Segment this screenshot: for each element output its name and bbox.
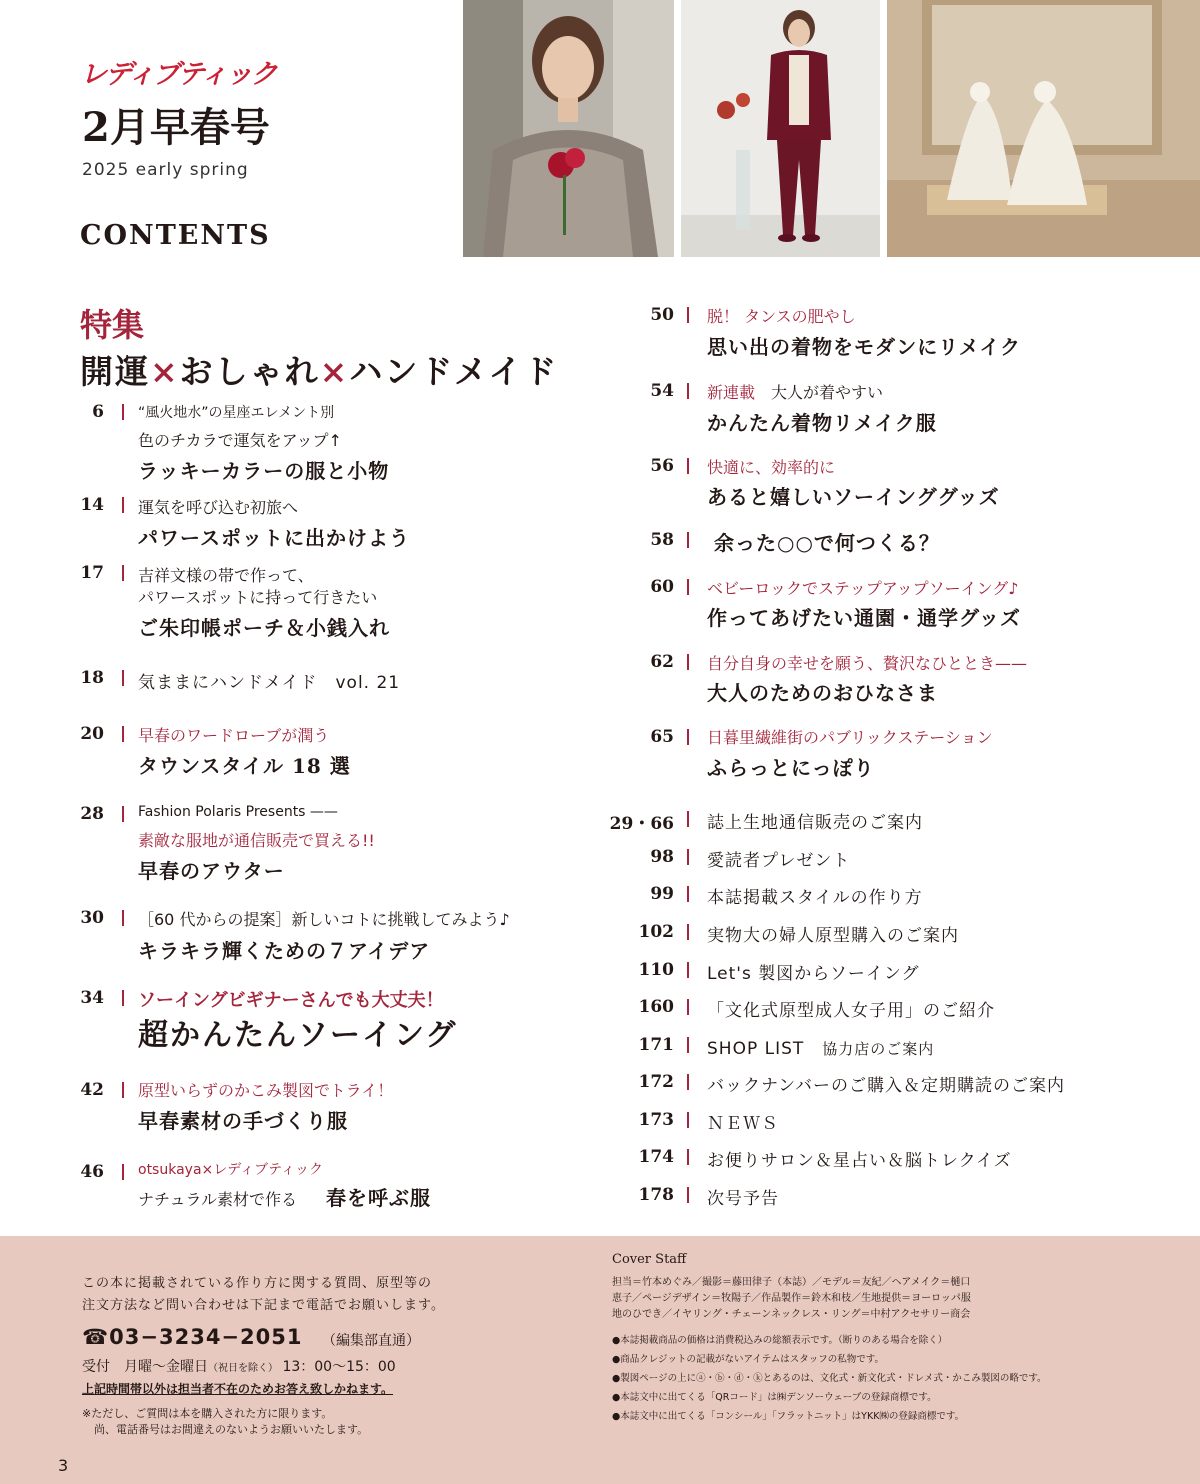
entry-title [707, 1034, 934, 1059]
page-number: 110 [638, 960, 674, 980]
entry-line: 自分自身の幸せを願う、贅沢なひととき—— [707, 654, 1028, 673]
divider-bar [687, 1074, 689, 1090]
entry-title: 作ってあげたい通園・通学グッズ [707, 606, 1021, 630]
contents-heading: CONTENTS [80, 220, 271, 251]
divider-bar [122, 404, 124, 420]
divider-bar [687, 962, 689, 978]
page-number: 56 [650, 456, 674, 476]
entry-title: パワースポットに出かけよう [138, 526, 410, 550]
page-number: 18 [80, 668, 104, 688]
page-number: 30 [80, 908, 104, 928]
entry-title: 次号予告 [707, 1189, 779, 1209]
divider-bar [122, 497, 124, 513]
page-number: 50 [650, 305, 674, 325]
divider-bar [122, 726, 124, 742]
divider-bar [687, 1149, 689, 1165]
entry-line: 原型いらずのかこみ製図でトライ！ [138, 1081, 394, 1100]
entry-title: 超かんたんソーイング [138, 1018, 458, 1053]
page-number: 20 [80, 724, 104, 744]
divider-bar [122, 1164, 124, 1180]
entry-line: パワースポットに持って行きたい [138, 588, 378, 607]
footer-panel [0, 1236, 1200, 1484]
divider-bar [687, 532, 689, 548]
divider-bar [687, 886, 689, 902]
note-bullet: ●商品クレジットの記載がないアイテムはスタッフの私物です。 [612, 1354, 884, 1365]
page-number: 172 [638, 1072, 674, 1092]
divider-bar [122, 1082, 124, 1098]
entry-line: 素敵な服地が通信販売で買える!! [138, 831, 375, 850]
divider-bar [687, 811, 689, 827]
hours-days: 月曜～金曜日 [124, 1359, 208, 1375]
note-bullet: ●本誌文中に出てくる「QRコード」は㈱デンソーウェーブの登録商標です。 [612, 1392, 937, 1403]
page-number: 171 [638, 1035, 674, 1055]
entry-line-text: 大人が着やすい [771, 383, 884, 402]
hours-label: 受付 [82, 1359, 110, 1375]
entry-line: 吉祥文様の帯で作って、 [138, 566, 314, 585]
entry-title: 思い出の着物をモダンにリメイク [707, 335, 1021, 359]
entry-line: “風火地水”の星座エレメント別 [138, 405, 335, 421]
entry-line: 脱！ タンスの肥やし [707, 307, 856, 326]
divider-bar [122, 910, 124, 926]
entry-title: 実物大の婦人原型購入のご案内 [707, 926, 959, 946]
divider-bar [687, 924, 689, 940]
cover-staff-title: Cover Staff [612, 1252, 687, 1267]
entry-title: ふらっとにっぽり [707, 756, 875, 780]
page-number: 99 [650, 884, 674, 904]
entry-line: 早春のワードローブが潤う [138, 726, 330, 745]
entry-line: 運気を呼び込む初旅へ [138, 498, 299, 517]
page-folio: 3 [58, 1456, 69, 1475]
page-number: 6 [92, 402, 104, 422]
phone-number: ☎03−3234−2051 [82, 1325, 303, 1349]
divider-bar [122, 806, 124, 822]
entry-title: タウンスタイル 18 選 [138, 754, 351, 778]
divider-bar [687, 383, 689, 399]
entry-title: 早春素材の手づくり服 [138, 1109, 348, 1133]
entry-line: ベビーロックでステップアップソーイング♪ [707, 579, 1019, 598]
cover-photo-hina-dolls [887, 0, 1200, 257]
cover-photo-woman-burgundy [681, 0, 880, 257]
entry-title: キラキラ輝くための７アイデア [138, 939, 431, 963]
hours-time: 13：00～15：00 [282, 1359, 396, 1375]
entry-title: 春を呼ぶ服 [326, 1186, 431, 1210]
note-bullet: ●製図ページの上にⓐ・ⓑ・ⓓ・ⓚとあるのは、文化式・新文化式・ドレメ式・かこみ製図の略です。 [612, 1373, 1047, 1384]
hours-note: （祝日を除く） [208, 1363, 278, 1374]
divider-bar [122, 670, 124, 686]
page-number: 65 [650, 727, 674, 747]
feature-times-2: × [319, 352, 350, 391]
cover-staff-line-2: 恵子／ページデザイン＝牧陽子／作品製作＝鈴木和枝／生地提供＝ヨーロッパ服 [612, 1293, 971, 1304]
page-number: 17 [80, 563, 104, 583]
divider-bar [687, 654, 689, 670]
page-number: 62 [650, 652, 674, 672]
page-number: 173 [638, 1110, 674, 1130]
entry-title: あると嬉しいソーインググッズ [707, 485, 1000, 509]
entry-line: Fashion Polaris Presents —— [138, 804, 338, 820]
entry-title: 「文化式原型成人女子用」のご紹介 [707, 1001, 995, 1021]
page-number: 178 [638, 1185, 674, 1205]
page-number: 42 [80, 1080, 104, 1100]
page-number: 58 [650, 530, 674, 550]
phone-note: （編集部直通） [322, 1333, 420, 1349]
divider-bar [687, 849, 689, 865]
entry-line: ナチュラル素材で作る [138, 1190, 298, 1209]
page-number: 34 [80, 988, 104, 1008]
feature-title-part-3: ハンドメイド [349, 352, 559, 391]
entry-title: 気ままにハンドメイド vol. 21 [138, 673, 401, 693]
entry-title: Let's 製図からソーイング [707, 964, 920, 984]
feature-times-1: × [150, 352, 180, 391]
absence-note: 上記時間帯以外は担当者不在のためお答え致しかねます。 [82, 1382, 394, 1396]
entry-title: 余った○○で何つくる？ [714, 531, 940, 555]
entry-title: お便りサロン＆星占い＆脳トレクイズ [707, 1151, 1012, 1171]
issue-subtitle: 2025 early spring [82, 160, 249, 180]
notice-2: 尚、電話番号はお間違えのないようお願いいたします。 [94, 1423, 369, 1436]
notice-1: ※ただし、ご質問は本を購入された方に限ります。 [82, 1407, 333, 1420]
entry-title: ＮＥＷＳ [707, 1114, 779, 1134]
note-bullet: ●本誌文中に出てくる「コンシール」「フラットニット」はYKK㈱の登録商標です。 [612, 1411, 965, 1422]
brand-logo: レディブティック [80, 59, 276, 90]
entry-title: バックナンバーのご購入＆定期購読のご案内 [707, 1076, 1065, 1096]
entry-title: 本誌掲載スタイルの作り方 [707, 888, 923, 908]
divider-bar [122, 990, 124, 1006]
shop-list-label: SHOP LIST [707, 1039, 805, 1059]
page-number: 102 [638, 922, 674, 942]
page-number: 28 [80, 804, 104, 824]
feature-title-part-1: 開運 [80, 352, 150, 391]
feature-title-part-2: おしゃれ [179, 352, 320, 391]
entry-title: 愛読者プレゼント [707, 851, 851, 871]
divider-bar [687, 999, 689, 1015]
divider-bar [687, 1037, 689, 1053]
divider-bar [687, 307, 689, 323]
feature-title [80, 346, 558, 393]
cover-staff-line-1: 担当＝竹本めぐみ／撮影＝藤田律子（本誌）／モデル＝友紀／ヘアメイク＝樋口 [612, 1277, 971, 1288]
divider-bar [687, 1112, 689, 1128]
page-number: 60 [650, 577, 674, 597]
inquiry-text-2: 注文方法など問い合わせは下記まで電話でお願いします。 [82, 1298, 445, 1313]
cover-staff-line-3: 地のひでき／イヤリング・チェーンネックレス・リング＝中村アクセサリー商会 [612, 1309, 971, 1320]
entry-title: かんたん着物リメイク服 [707, 411, 937, 435]
page-number: 29・66 [609, 814, 674, 834]
note-bullet: ●本誌掲載商品の価格は消費税込みの総額表示です。（断りのある場合を除く） [612, 1335, 948, 1346]
hours-row [82, 1356, 396, 1376]
entry-line: 快適に、効率的に [707, 458, 836, 477]
entry-line: ソーイングビギナーさんでも大丈夫！ [138, 990, 444, 1011]
entry-title: 早春のアウター [138, 859, 285, 883]
entry-line: otsukaya×レディブティック [138, 1162, 324, 1178]
divider-bar [687, 729, 689, 745]
entry-title: ラッキーカラーの服と小物 [138, 459, 390, 483]
divider-bar [687, 579, 689, 595]
entry-title: 大人のためのおひなさま [707, 681, 938, 705]
page-number: 54 [650, 381, 674, 401]
entry-line: 日暮里繊維街のパブリックステーション [707, 728, 993, 747]
entry-line [707, 380, 883, 403]
page-number: 174 [638, 1147, 674, 1167]
new-series-label: 新連載 [707, 383, 756, 402]
entry-title: 誌上生地通信販売のご案内 [707, 813, 923, 833]
page-number: 160 [638, 997, 674, 1017]
page-number: 14 [80, 495, 104, 515]
entry-line: ［60 代からの提案］新しいコトに挑戦してみよう♪ [138, 910, 510, 929]
issue-title: 2月早春号 [82, 104, 270, 151]
shop-list-note: 協力店のご案内 [822, 1040, 935, 1058]
entry-title: ご朱印帳ポーチ＆小銭入れ [138, 616, 390, 640]
page-number: 46 [80, 1162, 104, 1182]
divider-bar [687, 458, 689, 474]
feature-label: 特集 [80, 306, 145, 344]
divider-bar [122, 565, 124, 581]
divider-bar [687, 1187, 689, 1203]
entry-line: 色のチカラで運気をアップ↑ [138, 431, 342, 450]
page-number: 98 [650, 847, 674, 867]
inquiry-text-1: この本に掲載されている作り方に関する質問、原型等の [82, 1276, 433, 1291]
cover-photo-woman-tweed [463, 0, 674, 257]
